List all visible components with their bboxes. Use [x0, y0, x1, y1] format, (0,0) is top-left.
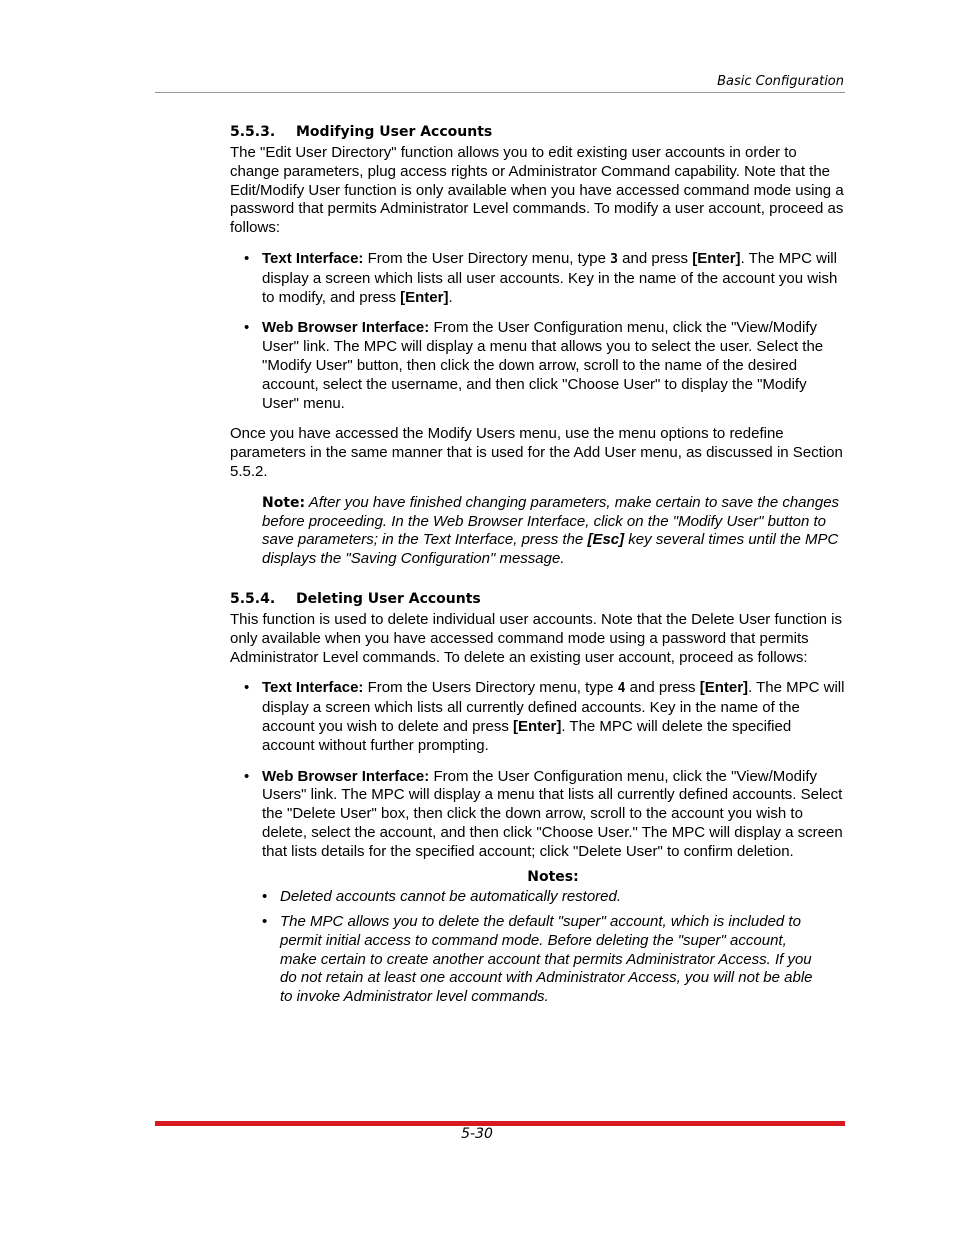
- item-text: . The MPC will display a screen which lists all user accounts. Key in the name of the account you wish to modify, and press: [262, 249, 838, 306]
- list-item: [230, 679, 846, 755]
- list-item: [230, 250, 846, 307]
- bullet-icon: •: [262, 913, 268, 931]
- esc-key: [Esc]: [587, 531, 625, 549]
- item-text: . The MPC will display a screen which lists all currently defined accounts. Key in the name of the account you wish to delete and press: [262, 679, 845, 735]
- section-intro: The "Edit User Directory" function allows you to edit existing user accounts in order to change parameters, plug access rights or Administrator Command capability. Note that the Edit/Modify User function is only available when you have accessed command mode using a password that permits Administrator Level commands. To modify a user account, proceed as follows:: [230, 144, 844, 237]
- section-intro: This function is used to delete individual user accounts. Note that the Delete User function is only available when you have accessed command mode using a password that permits Administrator Level commands. To delete an existing user account, proceed as follows:: [230, 610, 843, 666]
- note-text: The MPC allows you to delete the default "super" account, which is included to permit initial access to command mode. Before deleting the "super" account, make certain to create another account that permits Administrator Access. If you do not retain at least one account with Administrator Access, you will not be able to invoke Administrator level commands.: [280, 913, 813, 1006]
- item-text: . The MPC will delete the specified account without further prompting.: [262, 717, 792, 754]
- list-item: [230, 768, 846, 862]
- note-block: [262, 494, 846, 569]
- section-heading-deleting: [230, 589, 846, 609]
- note-item: [262, 913, 822, 1007]
- key-3: 3: [610, 251, 618, 267]
- enter-key: [Enter]: [400, 288, 449, 306]
- item-text: From the User Directory menu, type: [363, 249, 611, 267]
- page-number: 5-30: [461, 1126, 493, 1142]
- item-text: .: [448, 288, 453, 306]
- bullet-icon: •: [244, 319, 250, 337]
- item-label: Web Browser Interface:: [262, 767, 430, 785]
- section-followup: Once you have accessed the Modify Users menu, use the menu options to redefine parameters in the same manner that is used for the Add User menu, as discussed in Section 5.5.2.: [230, 425, 843, 480]
- item-text: From the User Configuration menu, click the "View/Modify User" link. The MPC will display a menu that allows you to select the user. Select the "Modify User" button, then click the down arrow, scroll to the name of the desired account, select the username, and then click "Choose User" to display the "Modify User" menu.: [262, 319, 824, 412]
- item-label: Web Browser Interface:: [262, 319, 430, 337]
- page-content: [230, 122, 846, 1013]
- procedure-list: [230, 250, 846, 413]
- note-text: Deleted accounts cannot be automatically restored.: [280, 888, 622, 906]
- bullet-icon: •: [244, 767, 250, 785]
- bullet-icon: •: [262, 888, 268, 906]
- bullet-icon: •: [244, 679, 250, 697]
- note-item: [262, 888, 822, 907]
- section-number: 5.5.4.: [230, 590, 276, 607]
- note-text: After you have finished changing parameters, make certain to save the changes before proceeding. In the Web Browser Interface, click on the "Modify User" button to save parameters; in the Text Interface, press the: [262, 493, 840, 549]
- header-divider: [155, 92, 845, 93]
- note-text: key several times until the MPC displays the "Saving Configuration" message.: [262, 531, 839, 568]
- enter-key: [Enter]: [513, 717, 562, 735]
- enter-key: [Enter]: [699, 679, 749, 697]
- bullet-icon: •: [244, 249, 250, 267]
- running-header: Basic Configuration: [717, 74, 844, 89]
- item-text: and press: [625, 679, 700, 697]
- key-4: 4: [617, 681, 626, 697]
- section-number: 5.5.3.: [230, 124, 276, 140]
- item-text: From the Users Directory menu, type: [363, 679, 618, 697]
- section-title: Deleting User Accounts: [296, 590, 481, 607]
- notes-list: [262, 888, 822, 1007]
- section-heading-modifying: [230, 122, 846, 142]
- note-label: Note:: [262, 494, 306, 511]
- enter-key: [Enter]: [692, 249, 741, 267]
- item-text: and press: [618, 249, 693, 267]
- procedure-list: [230, 679, 846, 861]
- item-text: From the User Configuration menu, click the "View/Modify Users" link. The MPC will display a menu that lists all currently defined accounts. Select the "Delete User" box, then click the down arrow, scroll to the account you wish to delete, select the account, and then click "Choose User." The MPC will display a screen that lists details for the specified account; click "Delete User" to confirm deletion.: [262, 767, 843, 860]
- notes-heading: Notes:: [527, 868, 579, 885]
- section-title: Modifying User Accounts: [296, 124, 493, 140]
- list-item: [230, 319, 846, 413]
- item-label: Text Interface:: [262, 249, 364, 267]
- item-label: Text Interface:: [262, 679, 364, 697]
